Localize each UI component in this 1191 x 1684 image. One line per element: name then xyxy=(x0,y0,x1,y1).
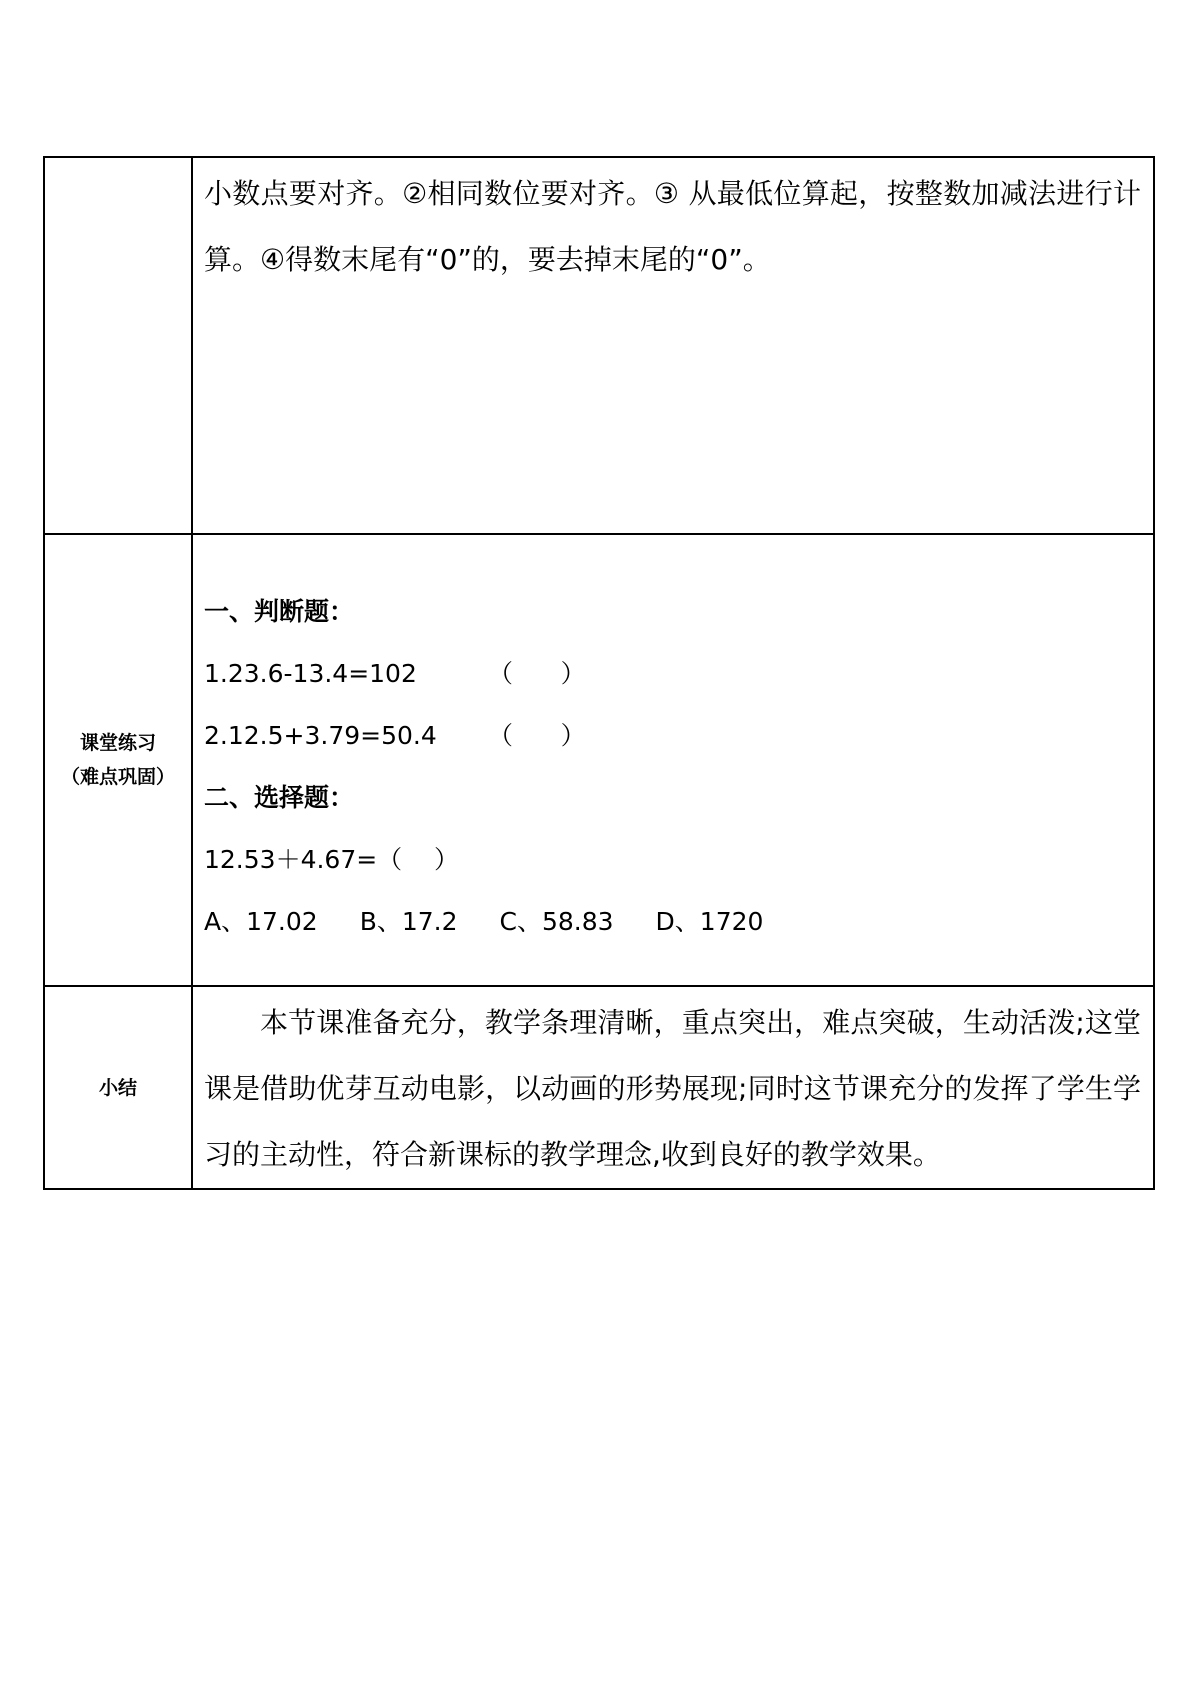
method-paragraph: 小数点要对齐。②相同数位要对齐。③ 从最低位算起，按整数加减法进行计算。④得数末尾有“0”的，要去掉末尾的“0”。 xyxy=(204,177,1141,276)
choice-options xyxy=(204,891,1141,953)
label-line: 小结 xyxy=(98,1076,137,1099)
method-cell xyxy=(192,157,1154,534)
summary-paragraph: 本节课准备充分，教学条理清晰，重点突出，难点突破，生动活泼;这堂课是借助优芽互动电影，以动画的形势展现;同时这节课充分的发挥了学生学习的主动性，符合新课标的教学理念,收到良好的教学效果。 xyxy=(204,1006,1141,1171)
choice-option[interactable]: D、1720 xyxy=(655,907,764,936)
summary-cell xyxy=(192,986,1154,1189)
lesson-table xyxy=(43,156,1155,1190)
choice-option[interactable]: B、17.2 xyxy=(359,907,458,936)
table-row xyxy=(44,157,1154,534)
label-line: 课堂练习 xyxy=(79,732,156,754)
row-label-summary xyxy=(44,986,192,1189)
table-row xyxy=(44,534,1154,986)
table-row xyxy=(44,986,1154,1189)
answer-blank[interactable]: （ ） xyxy=(488,721,586,750)
row-label-exercise xyxy=(44,534,192,986)
judge-expression: 2.12.5+3.79=50.4 xyxy=(204,721,437,750)
row-label-empty xyxy=(44,157,192,534)
choice-option[interactable]: A、17.02 xyxy=(204,907,318,936)
judge-item xyxy=(204,705,1141,767)
label-line: （难点巩固） xyxy=(60,766,175,788)
section-title-choice: 二、选择题： xyxy=(204,783,355,812)
choice-question: 12.53＋4.67=（ ） xyxy=(204,845,459,874)
judge-expression: 1.23.6-13.4=102 xyxy=(204,659,417,688)
choice-option[interactable]: C、58.83 xyxy=(499,907,614,936)
section-title-judge: 一、判断题： xyxy=(204,597,355,626)
answer-blank[interactable]: （ ） xyxy=(488,659,586,688)
judge-item xyxy=(204,643,1141,705)
exercise-cell xyxy=(192,534,1154,986)
